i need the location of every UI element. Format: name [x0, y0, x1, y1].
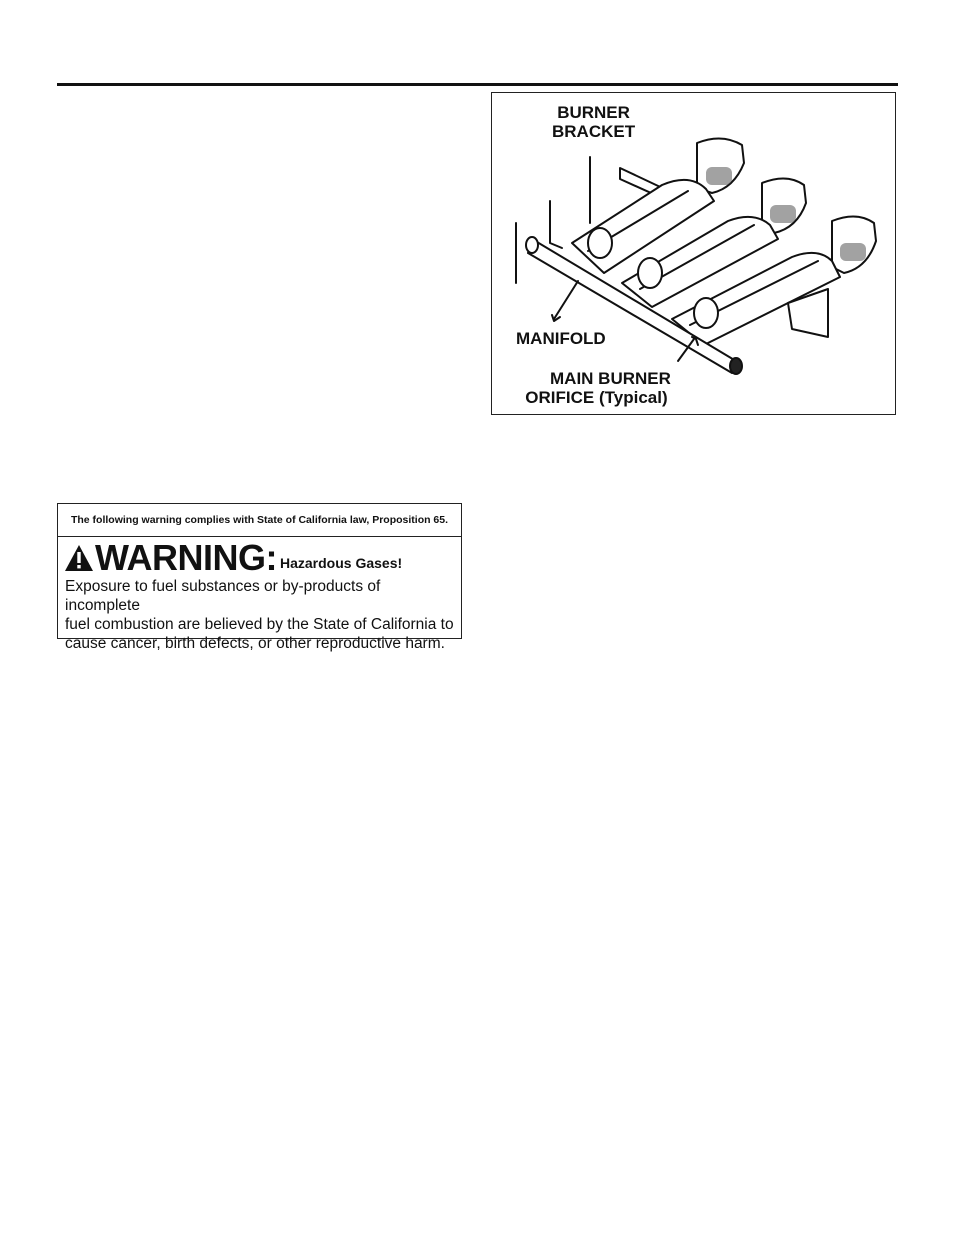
compliance-note: The following warning complies with State of California law, Proposition 65. — [58, 504, 461, 537]
warning-subtitle: Hazardous Gases! — [279, 555, 403, 571]
callout-burner-bracket-line2: BRACKET — [552, 122, 636, 141]
warning-title-row — [58, 537, 461, 578]
callout-manifold: MANIFOLD — [516, 329, 606, 348]
callout-orifice-line — [522, 388, 671, 407]
callout-typical-word: (Typical) — [598, 388, 668, 407]
warning-body-line: cause cancer, birth defects, or other reproductive harm. — [65, 635, 445, 652]
callout-burner-bracket — [552, 103, 635, 141]
burner-assembly-illustration — [492, 93, 897, 416]
callout-main-burner-line1: MAIN BURNER — [550, 369, 671, 388]
prop65-warning-box — [57, 503, 462, 652]
top-rule — [57, 83, 898, 86]
callout-orifice-word: ORIFICE — [525, 388, 595, 407]
warning-triangle-icon — [64, 544, 94, 572]
burner-assembly-figure — [491, 92, 896, 415]
warning-body-line: Exposure to fuel substances or by-products of incomplete — [65, 578, 381, 614]
callout-main-burner-orifice — [522, 369, 671, 407]
warning-body-line: fuel combustion are believed by the State of California to — [65, 616, 454, 633]
warning-title: WARNING: — [95, 537, 277, 578]
warning-body — [58, 575, 461, 653]
callout-burner-bracket-line1: BURNER — [557, 103, 630, 122]
